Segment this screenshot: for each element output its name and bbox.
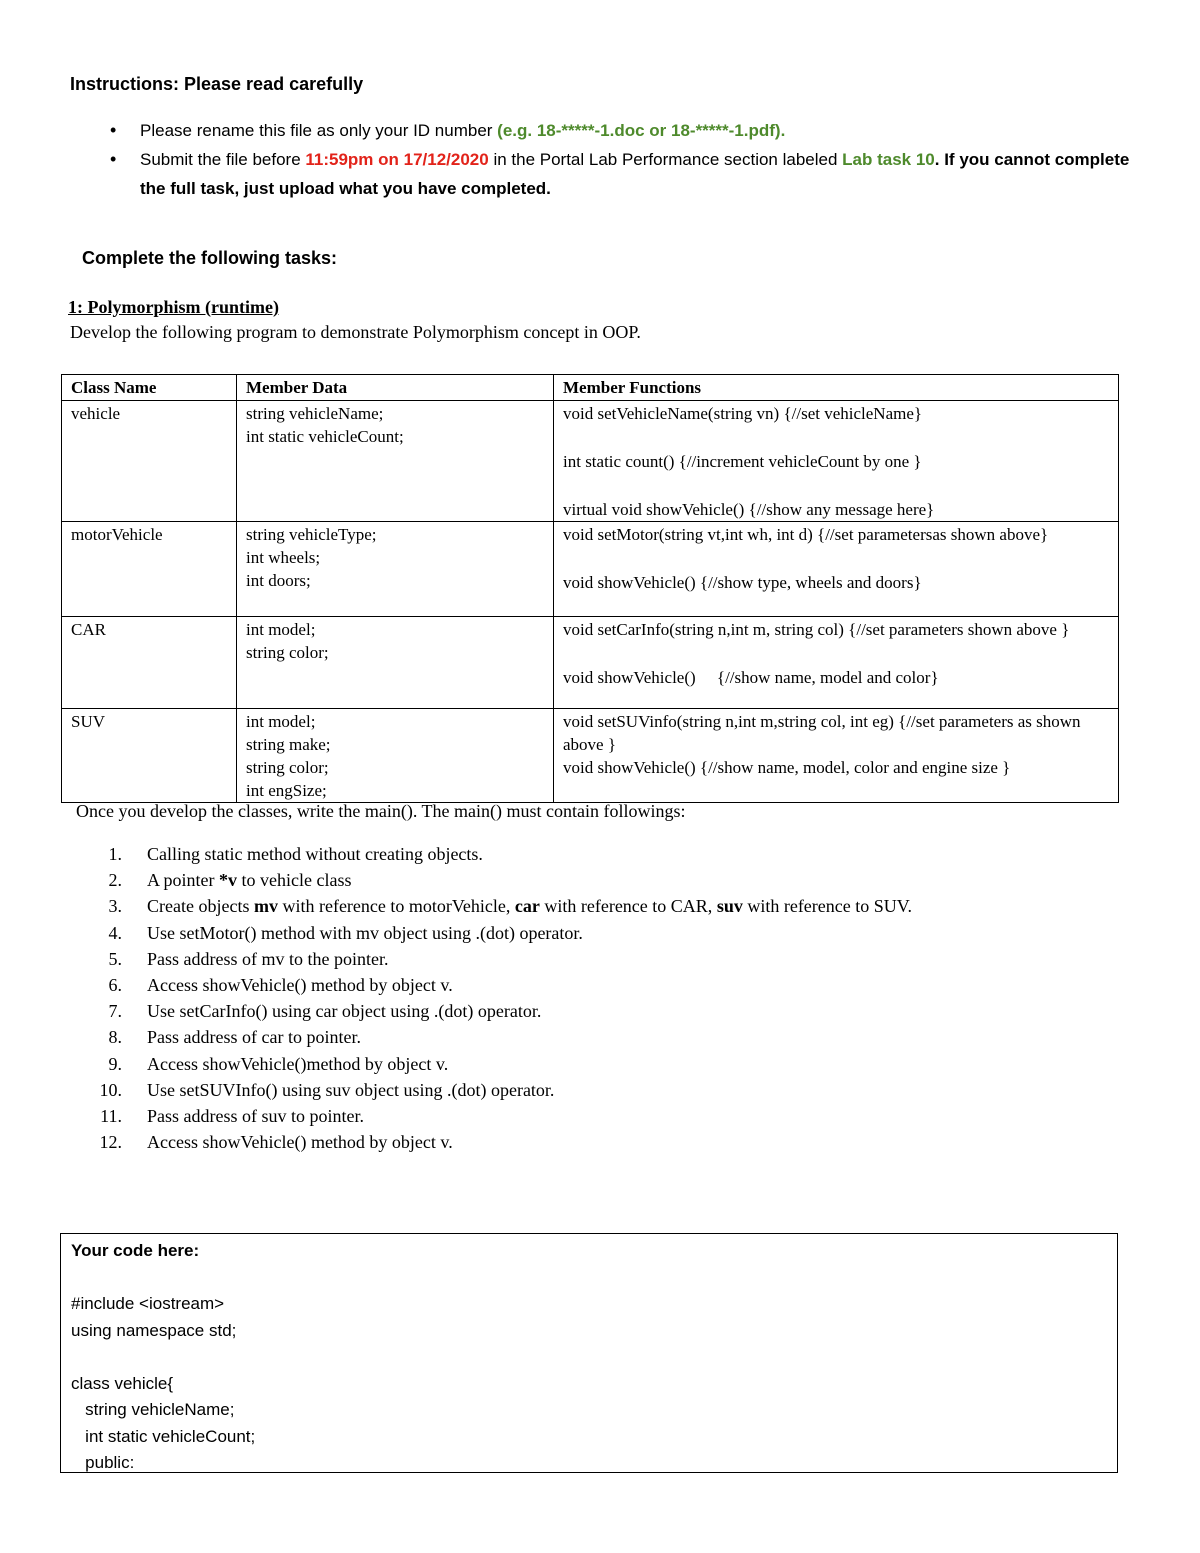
code-line: public: [71,1453,135,1472]
member-functions: void setSUVinfo(string n,int m,string col, int eg) {//set parameters as shown above } void showVehicle() {//show name, model, color and engine size } [554,709,1119,803]
code-answer-box[interactable] [60,1233,1118,1473]
code-heading: Your code here: [71,1241,200,1260]
code-line: #include <iostream> [71,1294,225,1313]
code-line: string vehicleName; [71,1400,235,1419]
table-row [62,401,1119,522]
table-row [62,709,1119,803]
instructions-list [110,116,1140,203]
code-line: int static vehicleCount; [71,1426,256,1446]
member-functions: void setMotor(string vt,int wh, int d) {//set parametersas shown above} void showVehicle() {//show type, wheels and doors} [554,522,1119,617]
main-instructions: Once you develop the classes, write the main(). The main() must contain followings: [76,801,686,821]
member-data: string vehicleName; int static vehicleCount; [237,401,554,522]
list-item: 4. Use setMotor() method with mv object using .(dot) operator. [108,922,583,943]
table-header-row [62,375,1119,401]
list-item: 6. Access showVehicle() method by object v. [108,975,453,996]
list-item: 11. Pass address of suv to pointer. [100,1106,364,1127]
list-item: 5. Pass address of mv to the pointer. [108,948,389,969]
list-item: 8. Pass address of car to pointer. [108,1027,361,1048]
class-name: SUV [62,709,237,803]
section-title: 1: Polymorphism (runtime) [68,297,279,317]
member-data: string vehicleType; int wheels; int doors; [237,522,554,617]
list-item: 1. Calling static method without creating objects. [108,844,483,864]
header-class-name: Class Name [62,375,237,401]
instruction-rename: • Please rename this file as only your ID number (e.g. 18-*****-1.doc or 18-*****-1.pdf). [110,116,1140,145]
list-item: 10. Use setSUVInfo() using suv object using .(dot) operator. [99,1079,555,1100]
list-item: 12. Access showVehicle() method by object v. [99,1132,453,1153]
member-functions: void setVehicleName(string vn) {//set vehicleName} int static count() {//increment vehicleCount by one } virtual void showVehicle() {//show any message here} [554,401,1119,522]
class-name: CAR [62,617,237,709]
table-row [62,522,1119,617]
code-line: class vehicle{ [71,1373,174,1393]
instruction-submit: • Submit the file before 11:59pm on 17/12/2020 in the Portal Lab Performance section labeled Lab task 10. If you cannot complete the full task, just upload what you have completed. [110,145,1140,203]
member-data: int model; string color; [237,617,554,709]
class-name: vehicle [62,401,237,522]
list-item: 2. A pointer *v to vehicle class [108,870,352,891]
member-functions: void setCarInfo(string n,int m, string col) {//set parameters shown above } void showVehicle() {//show name, model and color} [554,617,1119,709]
list-item: 7. Use setCarInfo() using car object using .(dot) operator. [108,1001,542,1022]
header-member-functions: Member Functions [554,375,1119,401]
filename-example: (e.g. 18-*****-1.doc or 18-*****-1.pdf). [497,121,786,140]
deadline: 11:59pm on 17/12/2020 [305,150,489,169]
task-label: Lab task 10 [842,150,935,169]
code-line [71,1344,1107,1371]
steps-list [96,841,912,1155]
member-data: int model; string make; string color; int engSize; [237,709,554,803]
instructions-heading: Instructions: Please read carefully [70,74,364,94]
table-row [62,617,1119,709]
tasks-heading: Complete the following tasks: [82,248,338,268]
code-line [71,1265,1107,1292]
list-item: 9. Access showVehicle()method by object v. [108,1053,449,1074]
section-description: Develop the following program to demonstrate Polymorphism concept in OOP. [70,322,641,342]
code-line: using namespace std; [71,1320,237,1340]
class-table [61,374,1119,803]
list-item: 3. Create objects mv with reference to motorVehicle, car with reference to CAR, suv with reference to SUV. [108,896,912,917]
class-name: motorVehicle [62,522,237,617]
header-member-data: Member Data [237,375,554,401]
